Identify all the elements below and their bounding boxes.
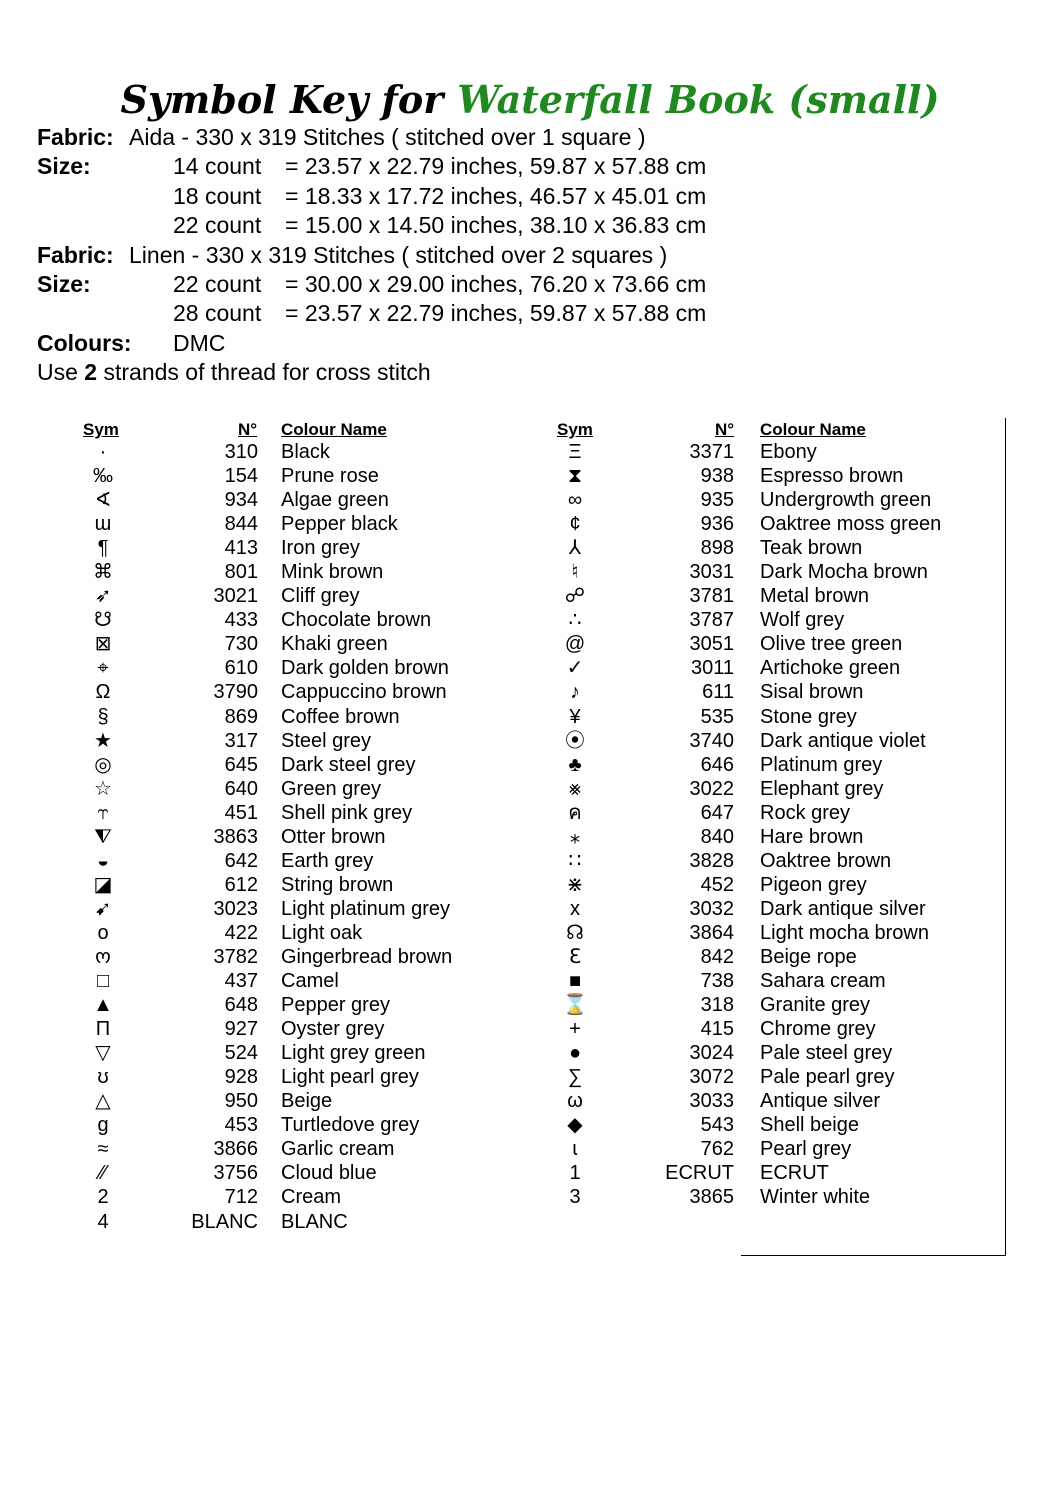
dmc-number: 840 [700, 825, 734, 848]
dmc-number: 3033 [689, 1090, 734, 1113]
header-sym-right: Sym [557, 420, 593, 439]
colour-name: Mink brown [281, 561, 384, 584]
colour-name: Cappuccino brown [281, 681, 447, 704]
stitch-symbol: Ξ [568, 441, 582, 463]
dmc-number: 648 [224, 994, 258, 1017]
dmc-number: 869 [224, 705, 258, 728]
dmc-number: 524 [224, 1042, 258, 1065]
dmc-number: BLANC [191, 1210, 258, 1233]
dmc-number: 3787 [689, 609, 734, 632]
dmc-number: 3782 [213, 945, 258, 968]
stitch-symbol: ო [95, 945, 111, 968]
colour-name: Earth grey [281, 849, 374, 872]
stitch-symbol: ∢ [94, 489, 112, 512]
colour-name: Chrome grey [760, 1018, 876, 1041]
colours-value: DMC [173, 329, 226, 356]
stitch-symbol: ¥ [569, 705, 581, 728]
dmc-number: 310 [224, 441, 258, 463]
stitch-symbol: 3 [569, 1186, 581, 1209]
stitch-symbol: ∷ [568, 849, 582, 872]
header-num-left: N° [238, 420, 258, 439]
size-count: 22 count [173, 270, 262, 297]
dmc-number: 154 [224, 465, 258, 488]
colour-name: ECRUT [760, 1162, 829, 1185]
dmc-number: 730 [224, 633, 258, 656]
dmc-number: 3371 [689, 441, 734, 463]
stitch-symbol: ☊ [566, 921, 584, 944]
size-count: 18 count [173, 182, 262, 209]
size-count: 28 count [173, 300, 262, 327]
dmc-number: 437 [224, 970, 258, 993]
dmc-number: 844 [224, 513, 258, 536]
stitch-symbol: ◒ [96, 849, 110, 872]
colour-name: Light grey green [281, 1042, 426, 1065]
stitch-symbol: + [569, 1018, 581, 1041]
header-name-left: Colour Name [281, 420, 387, 439]
colour-name: Turtledove grey [281, 1114, 420, 1137]
stitch-symbol: ◎ [94, 753, 112, 776]
colour-name: Light mocha brown [760, 921, 929, 944]
colour-name: Cloud blue [281, 1162, 377, 1185]
size-label: Size: [37, 153, 91, 180]
stitch-symbol: § [97, 705, 109, 728]
colour-name: Pale pearl grey [760, 1066, 895, 1089]
header-num-right: N° [715, 420, 735, 439]
dmc-number: 3051 [689, 633, 734, 656]
colour-name: Pearl grey [760, 1138, 852, 1161]
colour-name: Light oak [281, 921, 363, 944]
colour-name: Coffee brown [281, 705, 400, 728]
stitch-symbol: ▽ [95, 1042, 111, 1065]
stitch-symbol: ☆ [94, 777, 112, 800]
colour-name: Black [281, 441, 330, 463]
size-count: 14 count [173, 153, 262, 180]
fabric-aida-text: Aida - 330 x 319 Stitches ( stitched over 1 square ) [129, 124, 646, 150]
colour-name: Oaktree brown [760, 849, 892, 872]
colour-name: Dark antique violet [760, 729, 926, 752]
size-dims: = 23.57 x 22.79 inches, 59.87 x 57.88 cm [285, 300, 707, 327]
colour-name: Platinum grey [760, 753, 883, 776]
stitch-symbol: ⁎ [570, 825, 580, 848]
dmc-number: 928 [224, 1066, 258, 1089]
dmc-number: 647 [700, 801, 734, 824]
dmc-number: 452 [700, 873, 734, 896]
colour-name: Antique silver [760, 1090, 881, 1113]
colour-name: Teak brown [760, 537, 863, 560]
stitch-symbol: ⨳ [568, 777, 582, 800]
stitch-symbol: ɩ [572, 1138, 578, 1161]
stitch-symbol: ω [567, 1090, 583, 1113]
stitch-symbol: ◪ [93, 873, 113, 896]
colour-name: Dark steel grey [281, 753, 416, 776]
colour-name: Pepper grey [281, 994, 390, 1017]
stitch-symbol: ⧗ [567, 465, 583, 488]
stitch-symbol: ⥾ [97, 801, 109, 824]
colour-name: Stone grey [760, 705, 857, 728]
colour-name: Shell pink grey [281, 801, 413, 824]
stitch-symbol: ➶ [94, 585, 112, 608]
colour-name: Shell beige [760, 1114, 859, 1137]
stitch-symbol: g [97, 1114, 109, 1137]
stitch-symbol: x [570, 897, 580, 920]
stitch-symbol: ☋ [94, 609, 112, 632]
colour-name: Sahara cream [760, 970, 886, 993]
stitch-symbol: ★ [94, 729, 112, 752]
strands-after: strands of thread for cross stitch [97, 359, 431, 386]
dmc-number: 3024 [689, 1042, 734, 1065]
stitch-symbol: Π [95, 1018, 111, 1041]
stitch-symbol: ⌖ [97, 657, 109, 680]
dmc-number: 762 [700, 1138, 734, 1161]
colour-name: Prune rose [281, 465, 379, 488]
fabric-label: Fabric: [37, 124, 114, 150]
stitch-symbol: Ω [95, 681, 111, 704]
stitch-symbol: ¶ [97, 537, 109, 560]
colour-name: Rock grey [760, 801, 851, 824]
dmc-number: 642 [224, 849, 258, 872]
dmc-number: 3863 [213, 825, 258, 848]
stitch-symbol: ɯ [94, 513, 112, 536]
dmc-number: 3828 [689, 849, 734, 872]
stitch-symbol: ⦿ [565, 729, 585, 752]
dmc-number: 610 [224, 657, 258, 680]
fabric-label: Fabric: [37, 241, 114, 268]
dmc-number: 413 [224, 537, 258, 560]
dmc-number: 318 [700, 994, 734, 1017]
dmc-number: 3032 [689, 897, 734, 920]
colour-name: Garlic cream [281, 1138, 395, 1161]
stitch-symbol: ⌛ [562, 994, 588, 1017]
dmc-number: 738 [700, 970, 734, 993]
colour-name: Metal brown [760, 585, 869, 608]
colour-name: Dark Mocha brown [760, 561, 928, 584]
strands-count: 2 [84, 359, 98, 386]
size-dims: = 15.00 x 14.50 inches, 38.10 x 36.83 cm [285, 212, 707, 239]
colour-name: Light pearl grey [281, 1066, 419, 1089]
dmc-number: 3022 [689, 777, 734, 800]
dmc-number: 3011 [690, 657, 734, 680]
stitch-symbol: ∞ [567, 489, 583, 512]
colour-name: Sisal brown [760, 681, 864, 704]
dmc-number: 938 [700, 465, 734, 488]
dmc-number: 645 [224, 753, 258, 776]
dmc-number: 646 [700, 753, 734, 776]
dmc-number: 451 [224, 801, 258, 824]
stitch-symbol: ⧨ [94, 825, 112, 848]
colour-name: Elephant grey [760, 777, 884, 800]
stitch-symbol: ♮ [571, 561, 579, 584]
stitch-symbol: ค [568, 801, 582, 824]
dmc-number: 3023 [213, 897, 258, 920]
dmc-number: 612 [224, 873, 258, 896]
dmc-number: 317 [224, 729, 258, 752]
dmc-number: 898 [700, 537, 734, 560]
colour-name: Light platinum grey [281, 897, 450, 920]
dmc-number: 3740 [689, 729, 734, 752]
dmc-number: 3864 [689, 921, 734, 944]
dmc-number: 640 [224, 777, 258, 800]
stitch-symbol: ☍ [564, 585, 586, 608]
size-count: 22 count [173, 212, 262, 239]
colour-name: Hare brown [760, 825, 864, 848]
dmc-number: 950 [224, 1090, 258, 1113]
dmc-number: 453 [224, 1114, 258, 1137]
colour-name: Artichoke green [760, 657, 901, 680]
dmc-number: 936 [700, 513, 734, 536]
stitch-symbol: ‰ [93, 465, 113, 488]
dmc-number: ECRUT [665, 1162, 734, 1185]
colour-name: Dark antique silver [760, 897, 926, 920]
size-dims: = 18.33 x 17.72 inches, 46.57 x 45.01 cm [285, 182, 707, 209]
colour-name: Undergrowth green [760, 489, 932, 512]
colour-name: Wolf grey [760, 609, 845, 632]
dmc-number: 3781 [689, 585, 734, 608]
dmc-number: 543 [700, 1114, 734, 1137]
stitch-symbol: 1 [569, 1162, 581, 1185]
stitch-symbol: ● [568, 1042, 582, 1065]
stitch-symbol: ➹ [94, 897, 112, 920]
stitch-symbol: ■ [568, 970, 582, 993]
colour-name: Dark golden brown [281, 657, 449, 680]
dmc-number: 3072 [689, 1066, 734, 1089]
colour-name: Ebony [760, 441, 817, 463]
colour-name: BLANC [281, 1210, 348, 1233]
dmc-number: 934 [224, 489, 258, 512]
colour-name: Chocolate brown [281, 609, 432, 632]
colour-name: Iron grey [281, 537, 360, 560]
dmc-number: 712 [224, 1186, 258, 1209]
colour-name: Khaki green [281, 633, 388, 656]
stitch-symbol: ♪ [570, 681, 580, 704]
dmc-number: 3790 [213, 681, 258, 704]
colour-name: Beige rope [760, 945, 857, 968]
dmc-number: 422 [224, 921, 258, 944]
colour-name: Oyster grey [281, 1018, 385, 1041]
colour-name: Camel [281, 970, 339, 993]
colour-name: Cliff grey [281, 585, 360, 608]
stitch-symbol: ⋇ [566, 873, 584, 896]
size-label: Size: [37, 270, 91, 297]
stitch-symbol: □ [96, 970, 110, 993]
stitch-symbol: ʊ [97, 1066, 109, 1089]
dmc-number: 415 [700, 1018, 734, 1041]
stitch-symbol: 2 [97, 1186, 109, 1209]
colour-name: Olive tree green [760, 633, 903, 656]
dmc-number: 3756 [213, 1162, 258, 1185]
colour-name: Otter brown [281, 825, 386, 848]
fabric-linen-text: Linen - 330 x 319 Stitches ( stitched over 2 squares ) [129, 241, 668, 268]
dmc-number: 935 [700, 489, 734, 512]
colours-label: Colours: [37, 329, 132, 356]
title-prefix: Symbol Key for [120, 77, 444, 122]
stitch-symbol: ⁄⁄ [99, 1162, 107, 1185]
stitch-symbol: ⅄ [568, 537, 582, 560]
colour-name: Pepper black [281, 513, 398, 536]
dmc-number: 611 [702, 681, 734, 704]
size-dims: = 23.57 x 22.79 inches, 59.87 x 57.88 cm [285, 153, 707, 180]
table-right-border [1005, 418, 1006, 1256]
strands-text [37, 358, 431, 387]
colour-name: Winter white [760, 1186, 871, 1209]
dmc-number: 3865 [689, 1186, 734, 1209]
table-bottom-border [741, 1255, 1006, 1256]
colour-name: Cream [281, 1186, 342, 1209]
colour-name: Pigeon grey [760, 873, 867, 896]
colour-name: Algae green [281, 489, 389, 512]
size-dims: = 30.00 x 29.00 inches, 76.20 x 73.66 cm [285, 270, 707, 297]
colour-name: Green grey [281, 777, 382, 800]
header-sym-left: Sym [83, 420, 119, 439]
stitch-symbol: △ [95, 1090, 111, 1113]
colour-name: Gingerbread brown [281, 945, 453, 968]
dmc-number: 842 [700, 945, 734, 968]
colour-name: String brown [281, 873, 394, 896]
dmc-number: 927 [224, 1018, 258, 1041]
stitch-symbol: ≈ [97, 1138, 109, 1161]
colour-name: Pale steel grey [760, 1042, 893, 1065]
design-name: Waterfall Book (small) [457, 77, 940, 122]
page-title [0, 72, 1060, 128]
stitch-symbol: ✓ [566, 657, 584, 680]
stitch-symbol: · [99, 441, 107, 463]
stitch-symbol: ∴ [568, 609, 582, 632]
stitch-symbol: ▲ [93, 994, 113, 1017]
colour-name: Oaktree moss green [760, 513, 942, 536]
colour-name: Espresso brown [760, 465, 904, 488]
stitch-symbol: ℇ [568, 945, 582, 968]
dmc-number: 535 [700, 705, 734, 728]
stitch-symbol: ¢ [569, 513, 581, 536]
colour-name: Steel grey [281, 729, 372, 752]
stitch-symbol: ◆ [567, 1114, 583, 1137]
stitch-symbol: ⌘ [93, 561, 113, 584]
colour-name: Beige [281, 1090, 333, 1113]
stitch-symbol: 4 [97, 1210, 109, 1233]
stitch-symbol: ⊠ [94, 633, 112, 656]
header-name-right: Colour Name [760, 420, 866, 439]
stitch-symbol: ∑ [567, 1066, 583, 1089]
dmc-number: 433 [224, 609, 258, 632]
strands-before: Use [37, 359, 85, 386]
colour-name: Granite grey [760, 994, 871, 1017]
dmc-number: 3031 [689, 561, 734, 584]
dmc-number: 801 [224, 561, 258, 584]
stitch-symbol: o [97, 921, 109, 944]
dmc-number: 3866 [213, 1138, 258, 1161]
stitch-symbol: @ [564, 633, 586, 656]
dmc-number: 3021 [213, 585, 258, 608]
stitch-symbol: ♣ [568, 753, 582, 776]
